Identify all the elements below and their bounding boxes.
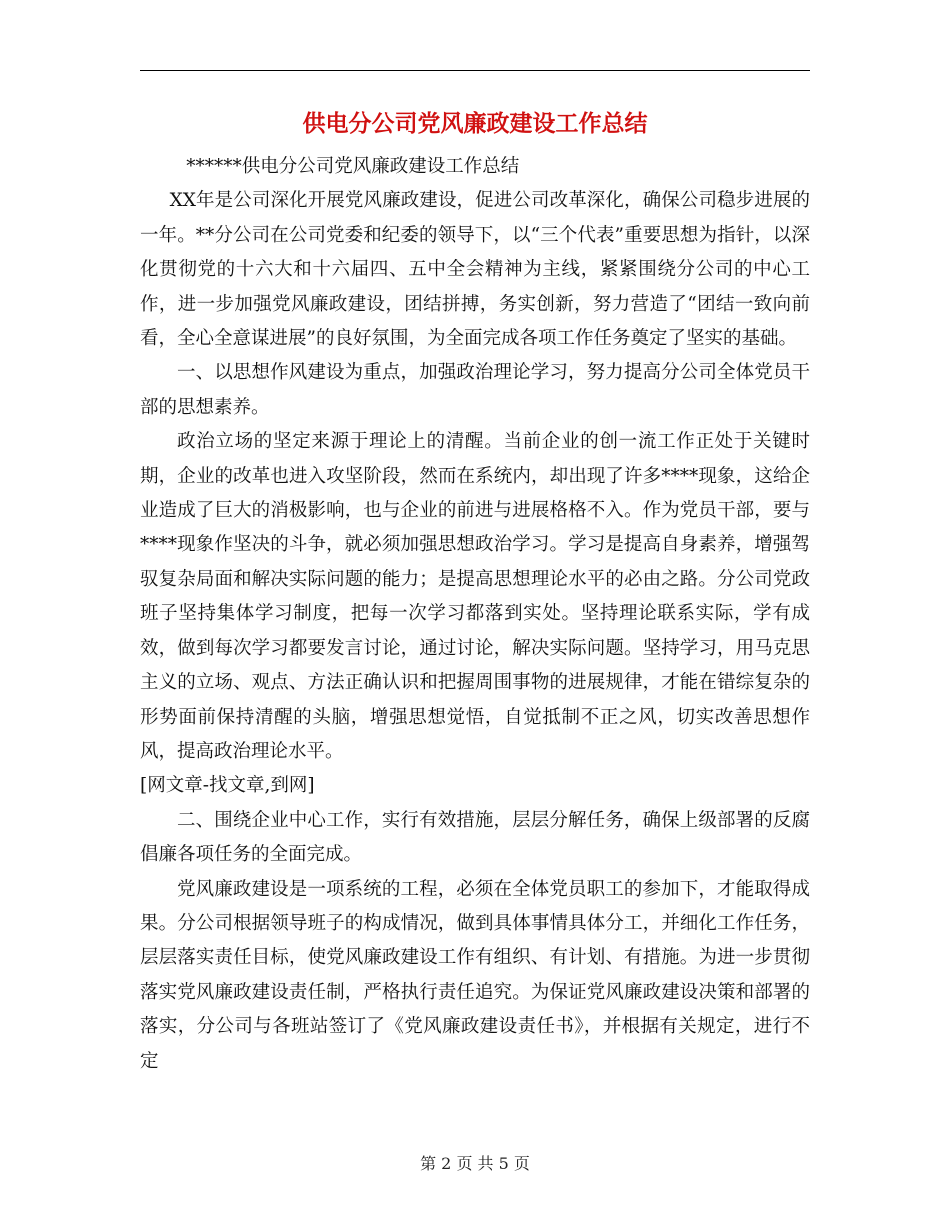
source-note: [网文章-找文章,到网] [140,775,315,797]
section-heading-2: 二、围绕企业中心工作，实行有效措施，层层分解任务，确保上级部署的反腐倡廉各项任务的全面完成。 [140,809,810,866]
document-subtitle: ******供电分公司党风廉政建设工作总结 [186,156,520,177]
document-title: 供电分公司党风廉政建设工作总结 [302,110,648,137]
paragraph-responsibility: 党风廉政建设是一项系统的工程，必须在全体党员职工的参加下，才能取得成果。分公司根据领导班子的构成情况，做到具体事情具体分工，并细化工作任务，层层落实责任目标，使党风廉政建设工作有组织、有计划、有措施。为进一步贯彻落实党风廉政建设责任制，严格执行责任追究。为保证党风廉政建设决策和部署的落实，分公司与各班站签订了《党风廉政建设责任书》，并根据有关规定，进行不定 [140,878,810,1072]
header-rule [140,70,810,71]
paragraph-political-study: 政治立场的坚定来源于理论上的清醒。当前企业的创一流工作正处于关键时期，企业的改革也进入攻坚阶段，然而在系统内，却出现了许多****现象，这给企业造成了巨大的消极影响，也与企业的前进与进展格格不入。作为党员干部，要与****现象作坚决的斗争，就必须加强思想政治学习。学习是提高自身素养，增强驾驭复杂局面和解决实际问题的能力；是提高思想理论水平的必由之路。分公司党政班子坚持集体学习制度，把每一次学习都落到实处。坚持理论联系实际，学有成效，做到每次学习都要发言讨论，通过讨论，解决实际问题。坚持学习，用马克思主义的立场、观点、方法正确认识和把握周围事物的进展规律，才能在错综复杂的形势面前保持清醒的头脑，增强思想觉悟，自觉抵制不正之风，切实改善思想作风，提高政治理论水平。 [140,431,810,762]
paragraph-intro: XX年是公司深化开展党风廉政建设，促进公司改革深化，确保公司稳步进展的一年。**分公司在公司党委和纪委的领导下，以“三个代表”重要思想为指针，以深化贯彻党的十六大和十六届四、五中全会精神为主线，紧紧围绕分公司的中心工作，进一步加强党风廉政建设，团结拼搏，务实创新，努力营造了“团结一致向前看，全心全意谋进展”的良好氛围，为全面完成各项工作任务奠定了坚实的基础。 [140,190,810,350]
page-indicator: 第 2 页 共 5 页 [420,1154,530,1173]
section-heading-1: 一、以思想作风建设为重点，加强政治理论学习，努力提高分公司全体党员干部的思想素养。 [140,362,810,418]
document-body [140,150,810,1079]
